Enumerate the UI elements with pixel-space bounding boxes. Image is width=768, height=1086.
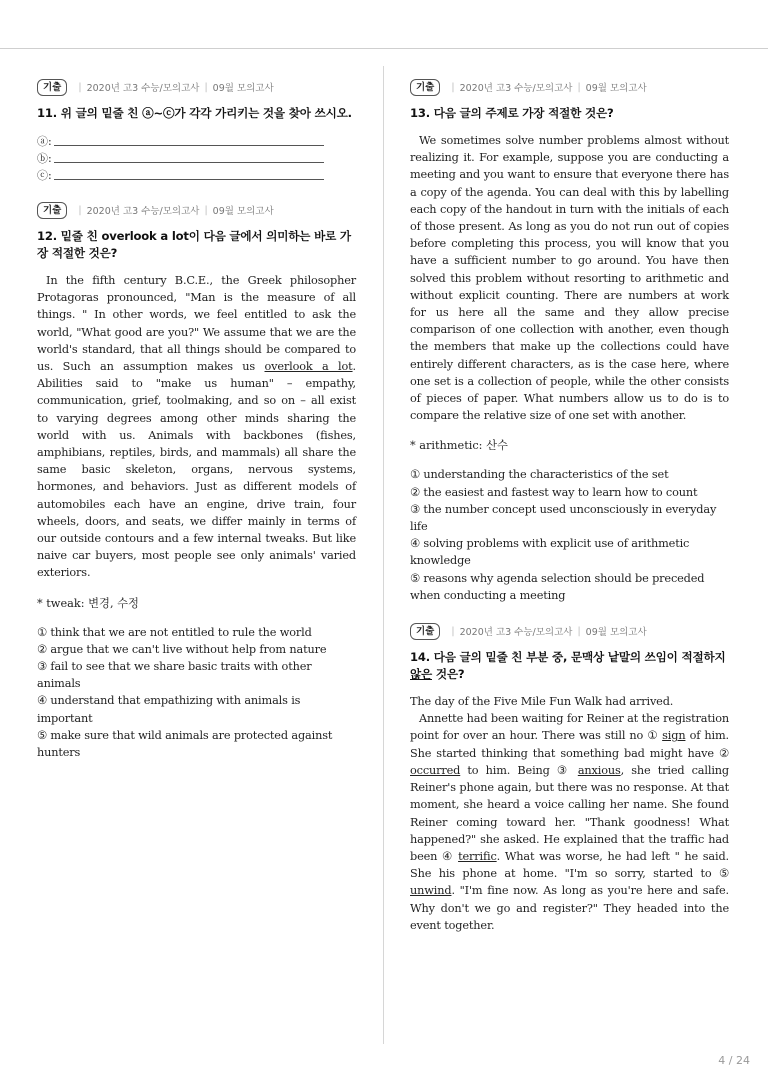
source-exam: 2020년 고3 수능/모의고사: [459, 83, 573, 94]
answer-blank-b[interactable]: [37, 149, 356, 166]
passage: We sometimes solve number problems almost without realizing it. For example, suppose you are conducting a meeting and you want to ensure that everyone there has a copy of the agenda. You can deal with this by labelling each copy of the handout in turn with the initials of each of those present. As long as you do not run out of copies before completing this process, you will know that you have a sufficient number to go around. You have then solved this problem without resorting to arithmetic and without explicit counting. There are numbers at work for us here all the same and they allow precise comparison of one collection with another, even though the members that make up the collections could have entirely different characters, as is the case here, where one set is a collection of people, while the other consists of pieces of paper. What numbers allow us to do is to compare the relative size of one set with another.: [410, 134, 729, 423]
source-exam: 2020년 고3 수능/모의고사: [459, 627, 573, 639]
source-month: 09월 모의고사: [585, 627, 647, 639]
question-14: [410, 622, 729, 934]
passage-first-line: The day of the Five Mile Fun Walk had arrived.: [410, 695, 674, 709]
underlined-word-1: sign: [662, 729, 686, 743]
source-tag: 기출 | 2020년 고3 수능/모의고사 | 09월 모의고사: [410, 78, 729, 96]
title-underline: 않은: [410, 667, 432, 682]
question-title: 11. 위 글의 밑줄 친 ⓐ~ⓒ가 각각 가리키는 것을 찾아 쓰시오.: [37, 106, 352, 120]
choice-1[interactable]: ① understanding the characteristics of the set: [410, 468, 669, 482]
choice-5[interactable]: ⑤ reasons why agenda selection should be preceded when conducting a meeting: [410, 571, 705, 602]
underlined-word-5: unwind: [410, 884, 452, 898]
passage: The day of the Five Mile Fun Walk had arrived. Annette had been waiting for Reiner at the registration point for over an hour. There was still no ① sign of him. She started thinking that something bad might have ② occurred to him. Being ③ anxious, she tried calling Reiner's phone again, but there was no response. At that moment, she heard a voice calling her name. She found Reiner coming toward her. "Thank goodness! What happened?" she asked. He explained that the traffic had been ④ terrific. What was worse, he had left " he said. She his phone at home. "I'm so sorry, started to ⑤ unwind. "I'm fine now. As long as you're here and safe. Why don't we go and register?" They headed into the event together.: [410, 695, 729, 932]
choice-4[interactable]: ④ solving problems with explicit use of arithmetic knowledge: [410, 537, 690, 568]
source-badge: 기출: [37, 202, 67, 219]
header-rule: [0, 48, 768, 49]
answer-blank-a[interactable]: [37, 132, 356, 149]
answer-choices: [37, 624, 356, 762]
choice-4[interactable]: ④ understand that empathizing with animals is important: [37, 694, 301, 725]
answer-choices: [410, 466, 729, 604]
source-tag: 기출 | 2020년 고3 수능/모의고사 | 09월 모의고사: [410, 622, 729, 640]
source-exam: 2020년 고3 수능/모의고사: [86, 206, 200, 217]
choice-2[interactable]: ② the easiest and fastest way to learn how to count: [410, 485, 698, 499]
source-badge: 기출: [410, 623, 440, 640]
source-badge: 기출: [37, 79, 67, 96]
answer-blank-c[interactable]: [37, 166, 356, 183]
source-badge: 기출: [410, 79, 440, 96]
question-11: [37, 78, 356, 183]
blank-label: ⓑ:: [37, 151, 52, 165]
page-number: 4 / 24: [718, 1054, 750, 1067]
source-month: 09월 모의고사: [212, 206, 274, 217]
question-title: 13. 다음 글의 주제로 가장 적절한 것은?: [410, 106, 614, 120]
source-month: 09월 모의고사: [212, 83, 274, 94]
question-12: [37, 201, 356, 761]
question-title: 14. 다음 글의 밑줄 친 부분 중, 문맥상 낱말의 쓰임이 적절하지 않은 것은?: [410, 650, 726, 682]
source-exam: 2020년 고3 수능/모의고사: [86, 83, 200, 94]
underlined-word-3: anxious: [577, 763, 621, 777]
blank-label: ⓐ:: [37, 134, 52, 148]
column-divider: [383, 66, 384, 1044]
underlined-word-2: occurred: [410, 763, 461, 777]
choice-3[interactable]: ③ fail to see that we share basic traits with other animals: [37, 660, 312, 691]
question-13: [410, 78, 729, 604]
source-tag: 기출 | 2020년 고3 수능/모의고사 | 09월 모의고사: [37, 201, 356, 219]
right-column: [410, 78, 729, 934]
underlined-word-4: terrific: [458, 849, 497, 863]
choice-1[interactable]: ① think that we are not entitled to rule the world: [37, 625, 312, 639]
left-column: [37, 78, 356, 761]
source-month: 09월 모의고사: [585, 83, 647, 94]
vocab-note: * arithmetic: 산수: [410, 439, 508, 453]
choice-3[interactable]: ③ the number concept used unconsciously in everyday life: [410, 502, 717, 534]
choice-5[interactable]: ⑤ make sure that wild animals are protected against hunters: [37, 728, 333, 760]
vocab-note: * tweak: 변경, 수정: [37, 596, 139, 610]
question-title: 12. 밑줄 친 overlook a lot이 다음 글에서 의미하는 바로 가장 적절한 것은?: [37, 229, 351, 260]
passage: In the fifth century B.C.E., the Greek philosopher Protagoras pronounced, "Man is the measure of all things. " In other words, we feel entitled to ask the world, "What good are you?" We assume that we are the world's standard, that all things should be compared to us. Such an assumption makes us overlook a lot. Abilities said to "make us human" – empathy, communication, grief, toolmaking, and so on – all exist to varying degrees among other minds sharing the world with us. Animals with backbones (fishes, amphibians, reptiles, birds, and mammals) all share the same basic skeleton, organs, nervous systems, hormones, and behaviors. Just as different models of automobiles each have an engine, drive train, four wheels, doors, and seats, we differ mainly in terms of our outside contours and a few internal tweaks. But like naive car buyers, most people see only animals' varied exteriors.: [37, 274, 356, 580]
underlined-phrase: overlook a lot: [264, 360, 353, 374]
source-tag: 기출 | 2020년 고3 수능/모의고사 | 09월 모의고사: [37, 78, 356, 96]
blank-label: ⓒ:: [37, 168, 52, 182]
choice-2[interactable]: ② argue that we can't live without help from nature: [37, 642, 327, 656]
